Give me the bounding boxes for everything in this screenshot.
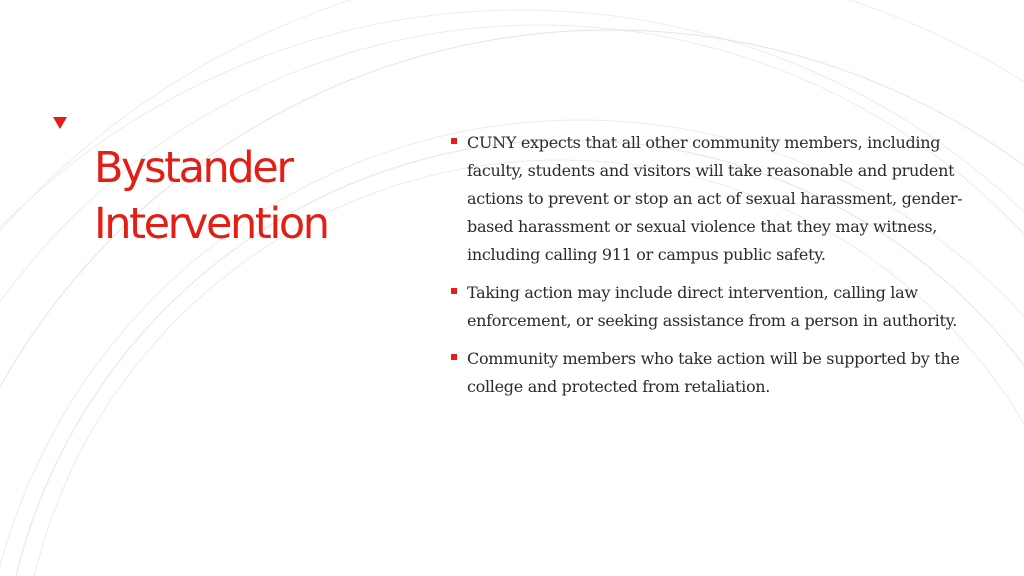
slide-title (94, 140, 414, 252)
square-bullet-icon (451, 138, 457, 144)
title-line-2: Intervention (94, 199, 328, 249)
title-line-1: Bystander (94, 143, 292, 193)
content-area (448, 129, 968, 411)
bullet-list (448, 129, 968, 401)
bullet-text: Community members who take action will be supported by the college and protected from retaliation. (467, 349, 960, 396)
bullet-text: Taking action may include direct intervention, calling law enforcement, or seeking assistance from a person in authority. (467, 283, 957, 330)
square-bullet-icon (451, 288, 457, 294)
bullet-text: CUNY expects that all other community members, including faculty, students and visitors will take reasonable and prudent actions to prevent or stop an act of sexual harassment, gender-based harassment or sexual violence that they may witness, including calling 911 or campus public safety. (467, 133, 963, 264)
square-bullet-icon (451, 354, 457, 360)
bullet-item (448, 345, 968, 401)
title-marker-icon (53, 117, 67, 129)
bullet-item (448, 129, 968, 269)
bullet-item (448, 279, 968, 335)
